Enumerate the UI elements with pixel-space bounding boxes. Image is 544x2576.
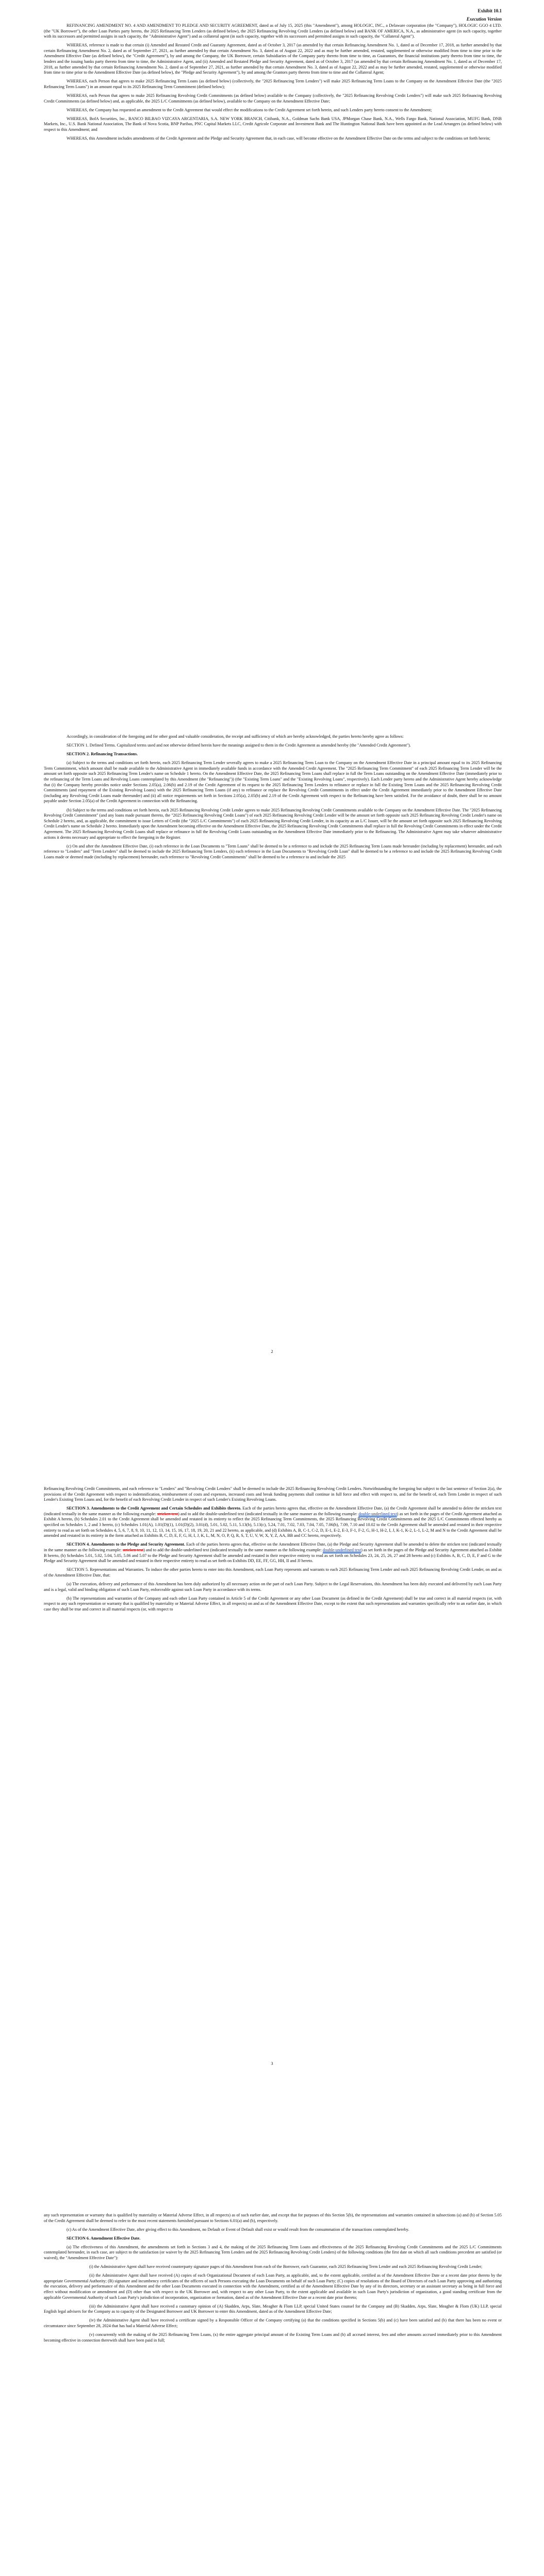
section-2-b: (b) Subject to the terms and conditions set forth herein, each 2025 Refinancing Revolving Credit Lender agrees to make 2025 Refinancing Revolving Credit Commitments available to the Company on the Amendment Effective Date. The "2025 Refinancing Revolving Credit Commitment" (and any loans made pursuant thereto, the "2025 Refinancing Revolving Credit Loans") of each 2025 Refinancing Revolving Credit Lender will be the amount set forth opposite such 2025 Refinancing Revolving Credit Lender's name on Schedule 2 hereto, and, as applicable, the commitment to issue Letters of Credit (the "2025 L/C Commitments") of each 2025 Refinancing Revolving Credit Lender, in its capacity as an L/C Issuer, will be the amount set forth opposite such 2025 Refinancing Revolving Credit Lender's name on Schedule 2 hereto. Immediately upon the Amendment becoming effective on the Amendment Effective Date, the 2025 Refinancing Revolving Credit Commitments shall replace in full the Revolving Credit Commitments in effect under the Credit Agreement. The 2025 Refinancing Revolving Credit Loans shall replace or refinance in full the Revolving Credit Loans outstanding on the Amendment Effective Date immediately prior to the Refinancing. The Administrative Agent may take whatever administrative actions it deems necessary and appropriate to effect the foregoing in the Register.	[44, 807, 502, 840]
section-3: SECTION 3. Amendments to the Credit Agreement and Certain Schedules and Exhibits thereto. Each of the parties hereto agrees that, effective on the Amendment Effective Date, (a) the Credit Agreement shall be amended to delete the stricken text (indicated textually in the same manner as the following example: stricken text) and to add the double-underlined text (indicated textually in the same manner as the following example: double-underlined text) as set forth in the pages of the Credit Agreement attached as Exhibit A hereto, (b) Schedules 2.01 to the Credit Agreement shall be amended and restated in its entirety to reflect the 2025 Refinancing Term Commitments, the 2025 Refinancing Revolving Credit Commitments and the 2025 L/C Commitments effected hereby as specified on Schedules 1, 2 and 3 hereto, (c) Schedules 1.01(A), 1.01(D)(1), 1.01(D)(2), 3.01(d), 5.01, 5.02, 5.11, 5.13(b), 5.13(c), 5.24, 7.01, 7.02, 7.03, 7.04, 7.05, 7.06(h), 7.09, 7.10 and 10.02 to the Credit Agreement shall be amended and restated in their respective entirety to read as set forth on Schedules 4, 5, 6, 7, 8, 9, 10, 11, 12, 13, 14, 15, 16, 17, 18, 19, 20, 21 and 22 hereto, as applicable, and (d) Exhibits A, B, C-1, C-2, D, E-1, E-2, E-3, F-1, F-2, G, H-1, H-2, I, J, K-1, K-2, L-1, L-2, M and N to the Credit Agreement shall be amended and restated in its entirety in the form attached as Exhibits B, C, D, E, F, G, H, I, J, K, L, M, N, O, P, Q, R, S, T, U, V, W, X, Y, Z, AA, BB and CC hereto, respectively.	[44, 1506, 502, 1538]
page-1-body	[44, 23, 502, 145]
recital-5: WHEREAS, BofA Securities, Inc., BANCO BILBAO VIZCAYA ARGENTARIA, S.A. NEW YORK BRANCH, Citibank, N.A., Goldman Sachs Bank USA, JPMorgan Chase Bank, N.A., Wells Fargo Bank, National Association, MUFG Bank, DNB Markets, Inc., U.S. Bank National Association, The Bank of Nova Scotia, BNP Paribas, PNC Capital Markets LLC, Credit Agricole Corporate and Investment Bank and The Huntington National Bank have been appointed as the Lead Arrangers (as defined below) with respect to this Amendment; and	[44, 116, 502, 132]
section-6-a: (a) The effectiveness of this Amendment, the amendments set forth in Sections 3 and 4, the making of the 2025 Refinancing Term Loans and effectiveness of the 2025 Refinancing Revolving Credit Commitments and the 2025 L/C Commitments contemplated hereunder, in each case, are subject to the satisfaction (or waiver by the 2025 Refinancing Term Lenders and the 2025 Refinancing Revolving Credit Lenders) of the following conditions (the first date on which all such conditions precedent are satisfied (or waived), the "Amendment Effective Date"):	[44, 2244, 502, 2261]
recital-1: WHEREAS, reference is made to that certain (i) Amended and Restated Credit and Guaranty Agreement, dated as of October 3, 2017 (as amended by that certain Refinancing Amendment No. 1, dated as of December 17, 2018, as further amended by that certain Refinancing Amendment No. 2, dated as of September 27, 2021, as further amended by that certain Amendment No. 3, dated as of August 22, 2022 and as may be further amended, restated, supplemented or otherwise modified from time to time prior to the Amendment Effective Date (as defined below), the "Credit Agreement"), by and among the Company, the UK Borrower, certain Subsidiaries of the Company party thereto from time to time, as Guarantors, the financial institutions party thereto from time to time, the lenders and the issuing banks party thereto from time to time, the Administrative Agent, and (ii) Amended and Restated Pledge and Security Agreement, dated as of October 3, 2017 (as amended by that certain Refinancing Amendment No. 1, dated as of December 17, 2018, as further amended by that certain Refinancing Amendment No. 2, dated as of September 27, 2021, as further amended by that certain Amendment No. 3, dated as of August 22, 2022 and as may be further amended, restated, supplemented or otherwise modified from time to time prior to the Amendment Effective Date (as defined below), the "Pledge and Security Agreement"), by and among the Grantors party thereto from time to time and the Collateral Agent;	[44, 43, 502, 75]
recital-2: WHEREAS, each Person that agrees to make 2025 Refinancing Term Loans (as defined below) (collectively, the "2025 Refinancing Term Lenders") will make 2025 Refinancing Term Loans to the Company on the Amendment Effective Date (the "2025 Refinancing Term Loans") in an amount equal to its 2025 Refinancing Term Commitment (defined below);	[44, 79, 502, 89]
section-4: SECTION 4. Amendments to the Pledge and Security Agreement. Each of the parties hereto agrees that, effective on the Amendment Effective Date, (a) the Pledge and Security Agreement shall be amended to delete the stricken text (indicated textually in the same manner as the following example: stricken text) and to add the double-underlined text (indicated textually in the same manner as the following example: double-underlined text) as set forth in the pages of the Pledge and Security Agreement attached as Exhibit B hereto, (b) Schedules 5.01, 5.02, 5.04, 5.05, 5.06 and 5.07 to the Pledge and Security Agreement shall be amended and restated in their respective entirety to read as set forth on Schedules 23, 24, 25, 26, 27 and 28 hereto and (c) Exhibits A, B, C, D, E, F and G to the Pledge and Security Agreement shall be amended and restated in their respective entirety to read as set forth on Exhibits DD, EE, FF, GG, HH, II and JJ hereto.	[44, 1542, 502, 1564]
page-3-body	[44, 1486, 502, 1616]
page-4-body	[44, 2213, 502, 2347]
exhibit-label: Exhibit 10.1	[477, 8, 502, 13]
stricken-text-example: stricken text	[157, 1511, 178, 1516]
section-3-heading: SECTION 3. Amendments to the Credit Agreement and Certain Schedules and Exhibits thereto.	[67, 1506, 241, 1511]
section-4-heading: SECTION 4. Amendments to the Pledge and Security Agreement.	[67, 1542, 186, 1547]
page-number: 3	[271, 2061, 273, 2066]
section-2-heading: SECTION 2. Refinancing Transactions.	[67, 752, 138, 757]
recital-4: WHEREAS, the Company has requested an amendment to the Credit Agreement that would effect the modifications to the Credit Agreement set forth herein, and such Lenders party hereto consent to the Amendment;	[67, 107, 432, 112]
section-5-c: (c) As of the Amendment Effective Date, after giving effect to this Amendment, no Default or Event of Default shall exist or would result from the consummation of the transactions contemplated hereby.	[67, 2227, 409, 2232]
consideration-clause: Accordingly, in consideration of the foregoing and for other good and valuable consideration, the receipt and sufficiency of which are hereby acknowledged, the parties hereto hereby agree as follows:	[67, 734, 404, 739]
section-2-c: (c) On and after the Amendment Effective Date, (i) each reference in the Loan Documents to "Term Loans" shall be deemed to be a reference to and include the 2025 Refinancing Term Loans made hereunder (including by replacement) hereunder, and each reference to "Lenders" and "Term Lenders" shall be deemed to include the 2025 Refinancing Term Lenders, (ii) each reference in the Loan Documents to "Revolving Credit Loan" shall be deemed to be a reference to and include the 2025 Refinancing Revolving Credit Loans made or deemed made (including by replacement) hereunder, each reference to "Revolving Credit Commitments" shall be deemed to be a reference to and include the 2025	[44, 843, 502, 859]
page-4	[0, 2130, 544, 2576]
execution-version-label: Execution Version	[466, 16, 502, 22]
condition-ii: (ii) the Administrative Agent shall have received (A) copies of each Organizational Document of each Loan Party, as applicable, and, to the extent applicable, certified as of the Amendment Effective Date or a recent date prior thereto by the appropriate Governmental Authority; (B) signature and incumbency certificates of the officers of such Persons executing the Loan Documents on behalf of such Loan Party; (C) copies of resolutions of the Board of Directors of each Loan Party approving and authorizing the execution, delivery and performance of this Amendment and the other Loan Documents executed in connection with the Amendment, certified as of the Amendment Effective Date by any of its directors, secretary or an assistant secretary as being in full force and effect without modification or amendment and (D) other than with respect to the UK Borrower and, with respect to any other Loan Party, to the extent applicable and available in such Loan Party's jurisdiction of organization, a good standing certificate from the applicable Governmental Authority of such Loan Party's jurisdiction of incorporation, organization or formation, dated as of the Amendment Effective Date or a recent date prior thereto;	[44, 2273, 502, 2300]
stricken-text-example: stricken text	[122, 1547, 144, 1552]
recital-6: WHEREAS, this Amendment includes amendments of the Credit Agreement and the Pledge and Security Agreement that, in each case, will become effective on the Amendment Effective Date on the terms and subject to the conditions set forth herein;	[67, 136, 490, 141]
condition-i: (i) the Administrative Agent shall have received counterparty signature pages of this Amendment from each of the Borrower, each Guarantor, each 2025 Refinancing Term Lender and each 2025 Refinancing Revolving Credit Lender;	[89, 2264, 483, 2269]
section-5-b-continued: any such representation or warranty that is qualified by materiality or Material Adverse Effect, in all respects) as of such earlier date, and except that for purposes of this Section 5(b), the representations and warranties contained in subsections (a) and (b) of Section 5.05 of the Credit Agreement shall be deemed to refer to the most recent statements furnished pursuant to Sections 6.01(a) and (b), respectively.	[44, 2213, 502, 2223]
section-5-b: (b) The representations and warranties of the Company and each other Loan Party contained in Article 5 of the Credit Agreement or any other Loan Document (as defined in the Credit Agreement) shall be true and correct in all material respects (or, with respect to any such representation or warranty that is qualified by materiality or Material Adverse Effect, in all respects) on and as of the Amendment Effective Date, except to the extent that such representations and warranties specifically refer to an earlier date, in which case they shall be true and correct in all material respects (or, with respect to	[44, 1596, 502, 1612]
preamble: REFINANCING AMENDMENT NO. 4 AND AMENDMENT TO PLEDGE AND SECURITY AGREEMENT, dated as of July 15, 2025 (this "Amendment"), among HOLOGIC, INC., a Delaware corporation (the "Company"), HOLOGIC GGO 4 LTD. (the "UK Borrower"), the other Loan Parties party hereto, the 2025 Refinancing Term Lenders (as defined below), the 2025 Refinancing Revolving Credit Lenders (as defined below) and BANK OF AMERICA, N.A., as administrative agent (in such capacity, together with its successors and permitted assigns in such capacity, the "Administrative Agent") and as collateral agent (in such capacity, together with its successors and permitted assigns in such capacity, the "Collateral Agent").	[44, 23, 502, 39]
section-5: SECTION 5. Representations and Warranties. To induce the other parties hereto to enter into this Amendment, each Loan Party represents and warrants to each 2025 Refinancing Term Lender and each 2025 Refinancing Revolving Credit Lender, on and as of the Amendment Effective Date, that:	[44, 1567, 502, 1578]
double-underlined-text-example: double-underlined text	[322, 1547, 361, 1552]
page-2	[0, 680, 544, 1391]
section-6-heading: SECTION 6. Amendment Effective Date.	[67, 2235, 141, 2241]
page-2-body	[44, 734, 502, 863]
section-1: SECTION 1. Defined Terms. Capitalized terms used and not otherwise defined herein have the meanings assigned to them in the Credit Agreement as amended hereby (the "Amended Credit Agreement").	[67, 743, 411, 748]
condition-v: (v) concurrently with the making of the 2025 Refinancing Term Loans, (x) the entire aggregate principal amount of the Existing Term Loans and (b) all accrued interest, fees and other amounts accrued immediately prior to this Amendment becoming effective in connection therewith shall have been paid in full;	[44, 2332, 502, 2343]
double-underlined-text-example: double-underlined text	[358, 1511, 397, 1516]
page-1	[0, 0, 544, 670]
page-number: 2	[271, 1349, 273, 1354]
condition-iv: (iv) the Administrative Agent shall have received a certificate signed by a Responsible Officer of the Company certifying (a) that the conditions specified in Sections 5(b) and (c) have been satisfied and (b) that there has been no event or circumstance since September 28, 2024 that has had a Material Adverse Effect;	[44, 2318, 502, 2328]
section-2-a: (a) Subject to the terms and conditions set forth herein, each 2025 Refinancing Term Lender severally agrees to make a 2025 Refinancing Term Loan to the Company on the Amendment Effective Date in a principal amount equal to its 2025 Refinancing Term Commitment, which amount shall be made available to the Administrative Agent in immediately available funds in accordance with the Amended Credit Agreement. The "2025 Refinancing Term Commitment" of each 2025 Refinancing Term Lender will be the amount set forth opposite such 2025 Refinancing Term Lender's name on Schedule 1 hereto. On the Amendment Effective Date, the 2025 Refinancing Term Loans shall replace in full the Term Loans outstanding on the Amendment Effective Date (immediately prior to the refinancing of the Term Loans and Revolving Loans contemplated by this Amendment (the "Refinancing")) (the "Existing Term Loans" and the "Existing Revolving Loans", respectively). Each Lender party hereto and the Administrative Agent hereby acknowledge that (i) the Company hereby provides notice under Sections 2.05(a), 2.06(b) and 2.19 of the Credit Agreement of its request to the 2025 Refinancing Term Lenders to refinance or replace in full the Existing Term Loans and the 2025 Refinancing Revolving Credit Commitments (and repayment of the Existing Revolving Loans) with the 2025 Refinancing Term Loans (if any) to refinance or replace the Revolving Credit Commitments in effect under the Credit Agreement immediately prior to the Amendment Effective Date (including any Revolving Credit Loans made thereunder) and (ii) all notice requirements set forth in Sections 2.05(a), 2.05(b) and 2.19 of the Credit Agreement with respect to the Refinancing have been satisfied. For the avoidance of doubt, there shall be no amount payable under Section 2.05(a) of the Credit Agreement in connection with the Refinancing.	[44, 760, 502, 804]
section-5-a: (a) The execution, delivery and performance of this Amendment has been duly authorized by all necessary action on the part of each Loan Party. Subject to the Legal Reservations, this Amendment has been duly executed and delivered by each Loan Party and is a legal, valid and binding obligation of such Loan Party, enforceable against such Loan Party in accordance with its terms.	[44, 1581, 502, 1592]
condition-iii: (iii) the Administrative Agent shall have received a customary opinion of (A) Skadden, Arps, Slate, Meagher & Flom LLP, special United States counsel for the Company and (B) Skadden, Arps, Slate, Meagher & Flom (UK) LLP, special English legal advisers for the Company as to capacity of the Designated Borrower and UK Borrower to enter this Amendment, dated as of the Amendment Effective Date;	[44, 2303, 502, 2314]
recital-3: WHEREAS, each Person that agrees to make 2025 Refinancing Revolving Credit Commitments (as defined below) available to the Company (collectively, the "2025 Refinancing Revolving Credit Lenders") will make such 2025 Refinancing Revolving Credit Commitments (as defined below) and, as applicable, the 2025 L/C Commitments (as defined below), available to the Company on the Amendment Effective Date;	[44, 93, 502, 104]
page-3	[0, 1406, 544, 2128]
section-2-c-continued: Refinancing Revolving Credit Commitments, and each reference to "Lenders" and "Revolving Credit Lenders" shall be deemed to include the 2025 Refinancing Revolving Credit Lenders. Notwithstanding the foregoing but subject to the last sentence of Section 2(a), the provisions of the Credit Agreement with respect to indemnification, reimbursement of costs and expenses, increased costs and break funding payments shall continue in full force and effect with respect to, and for the benefit of, each Term Lender in respect of such Lender's Existing Term Loans and, for the benefit of each Revolving Credit Lender in respect of such Lender's Existing Revolving Loans.	[44, 1486, 502, 1502]
